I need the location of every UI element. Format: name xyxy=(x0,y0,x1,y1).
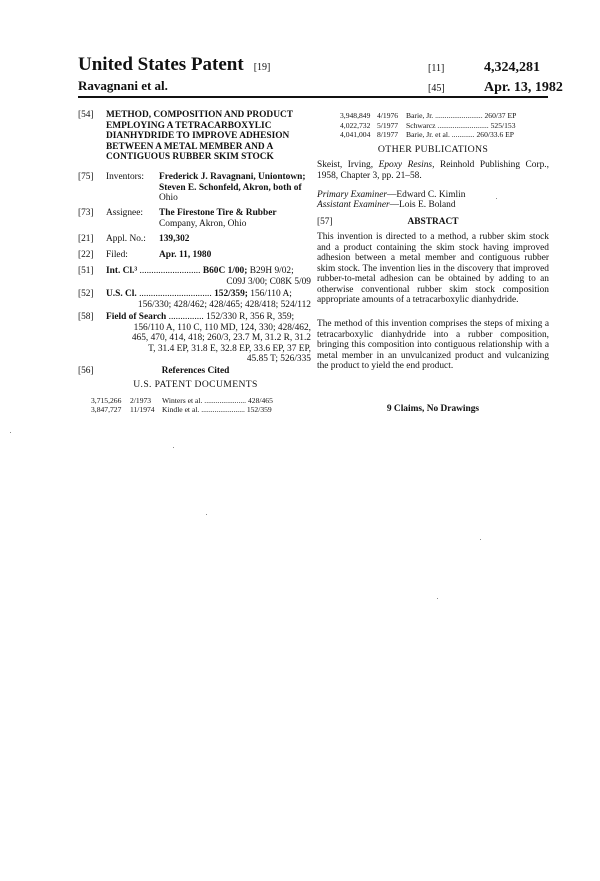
field-line: 45.85 T; 526/335 xyxy=(246,354,311,365)
inventor-line: Steven E. Schonfeld, Akron, both of xyxy=(159,182,302,193)
assistant-examiner-label: Assistant Examiner xyxy=(317,200,390,210)
appl-value: 139,302 xyxy=(159,234,190,244)
office-title-text: United States Patent xyxy=(78,54,244,75)
us-doc-row xyxy=(91,405,272,414)
field-first: ............... 152/330 R, 356 R, 359; xyxy=(168,312,295,322)
references-field xyxy=(78,366,313,378)
us-doc-row xyxy=(340,121,516,130)
title-field xyxy=(78,110,313,170)
refs-code: [56] xyxy=(78,366,94,376)
doc-class: 152/359 xyxy=(246,405,272,414)
doc-class: 525/153 xyxy=(490,121,516,130)
intcl-label: Int. Cl.³ xyxy=(106,266,138,276)
inventor-line: Frederick J. Ravagnani, Uniontown; xyxy=(159,172,306,182)
us-doc-row xyxy=(340,111,516,120)
filed-label: Filed: xyxy=(106,250,128,260)
inventors-label: Inventors: xyxy=(106,172,145,182)
uscl-dots: ............................... xyxy=(136,289,212,299)
filed-code: [22] xyxy=(78,250,94,260)
other-publications-title: OTHER PUBLICATIONS xyxy=(377,144,489,155)
patent-number: 4,324,281 xyxy=(484,60,540,75)
patent-date-label: [45] xyxy=(428,83,445,94)
uscl-primary: 152/359; xyxy=(214,289,248,299)
patent-office-title xyxy=(78,54,270,76)
doc-name: Barie, Jr. xyxy=(406,111,434,120)
doc-number: 4,022,732 xyxy=(340,121,371,130)
doc-dots: ....................... xyxy=(201,405,245,414)
doc-number: 3,948,849 xyxy=(340,111,371,120)
doc-name: Kindle et al. xyxy=(162,405,200,414)
pub-author: Skeist, Irving, xyxy=(317,160,379,170)
doc-dots: ............ xyxy=(451,130,475,139)
intcl-primary: B60C 1/00; xyxy=(202,266,248,276)
doc-class: 260/37 EP xyxy=(484,111,517,120)
assistant-examiner xyxy=(317,200,549,211)
intcl-code: [51] xyxy=(78,266,94,276)
title-code: [54] xyxy=(78,110,94,120)
doc-number: 4,041,004 xyxy=(340,130,371,139)
scan-speck xyxy=(437,598,438,599)
doc-dots: ...................... xyxy=(204,396,247,405)
assignee-field xyxy=(78,208,313,232)
title-line: CONTIGUOUS RUBBER SKIM STOCK xyxy=(106,152,274,163)
abstract-heading xyxy=(317,217,549,229)
field-code: [58] xyxy=(78,312,94,322)
other-publications-text xyxy=(317,160,549,181)
patent-number-label: [11] xyxy=(428,63,445,74)
claims-summary: 9 Claims, No Drawings xyxy=(386,404,480,414)
doc-date: 4/1976 xyxy=(377,111,399,120)
primary-examiner xyxy=(317,190,549,201)
primary-examiner-label: Primary Examiner xyxy=(317,190,388,200)
appl-label: Appl. No.: xyxy=(106,234,146,244)
title-line: BETWEEN A METAL MEMBER AND A xyxy=(106,141,274,152)
field-line: 156/110 A, 110 C, 110 MD, 124, 330; 428/462, xyxy=(133,322,311,333)
doc-name: Barie, Jr. et al. xyxy=(406,130,450,139)
header-inventor: Ravagnani et al. xyxy=(78,78,168,93)
pub-detail: Reinhold Publishing Corp., 1958, Chapter 3, pp. 21–58. xyxy=(317,160,549,181)
doc-number: 3,715,266 xyxy=(91,396,122,405)
invention-title xyxy=(106,110,321,163)
inventors-field xyxy=(78,172,313,208)
intcl-rest: B29H 9/02; xyxy=(247,266,294,276)
field-of-search xyxy=(78,312,313,368)
assignee-value xyxy=(159,208,319,229)
uscl-line xyxy=(106,289,292,300)
assignee-line: The Firestone Tire & Rubber xyxy=(159,208,277,218)
title-line: METHOD, COMPOSITION AND PRODUCT xyxy=(106,110,293,120)
us-docs-title: U.S. PATENT DOCUMENTS xyxy=(133,379,258,390)
inventors-value xyxy=(159,172,319,204)
filed-field xyxy=(78,250,313,262)
inventors-code: [75] xyxy=(78,172,94,182)
doc-date: 2/1973 xyxy=(130,396,152,405)
doc-number: 3,847,727 xyxy=(91,405,122,414)
appl-code: [21] xyxy=(78,234,94,244)
title-line: DIANHYDRIDE TO IMPROVE ADHESION xyxy=(106,131,290,142)
filed-value: Apr. 11, 1980 xyxy=(159,250,212,260)
uscl-label: U.S. Cl. xyxy=(106,289,137,299)
office-code: [19] xyxy=(253,62,271,73)
us-docs-heading xyxy=(78,380,313,392)
abstract-title: ABSTRACT xyxy=(407,217,459,227)
assignee-label: Assignee: xyxy=(106,208,143,218)
intcl-line2: C09J 3/00; C08K 5/09 xyxy=(226,277,311,287)
doc-date: 8/1977 xyxy=(377,130,399,139)
field-line xyxy=(106,312,294,323)
scan-speck xyxy=(173,447,174,448)
abstract-paragraph: The method of this invention comprises the steps of mixing a tetracarboxylic dianhydride into a rubber composition, bringing this composition into contiguous relationship with a metal member in an unvulcanized product and vulcanizing the product to yield the end product. xyxy=(317,319,549,371)
abstract-paragraph: This invention is directed to a method, a rubber skim stock and a product containing the skim stock having improved adhesion between a metal member and contiguous rubber skim stock. The invention lies in the discovery that improved rubber-to-metal adhesion can be obtained by adding to an otherwise conventional rubber skim stock composition appropriate amounts of a tetracarboxylic dianhydride. xyxy=(317,232,549,305)
uscl-line2: 156/330; 428/462; 428/465; 428/418; 524/112 xyxy=(137,300,311,310)
uscl-rest: 156/110 A; xyxy=(247,289,292,299)
scan-speck xyxy=(496,198,497,199)
field-line: 465, 470, 414, 418; 260/3, 23.7 M, 31.2 R, 31.2 xyxy=(131,333,311,344)
primary-examiner-name: —Edward C. Kimlin xyxy=(387,190,466,200)
assistant-examiner-name: —Lois E. Boland xyxy=(389,200,456,210)
pub-title: Epoxy Resins, xyxy=(378,160,435,170)
field-label: Field of Search xyxy=(106,312,167,322)
doc-dots: ......................... xyxy=(435,111,483,120)
intcl-field xyxy=(78,266,313,290)
doc-name: Winters et al. xyxy=(162,396,203,405)
references-title: References Cited xyxy=(161,366,230,376)
intcl-line xyxy=(106,266,294,277)
assignee-code: [73] xyxy=(78,208,94,218)
inventor-line: Ohio xyxy=(159,193,178,204)
doc-date: 5/1977 xyxy=(377,121,399,130)
doc-dots: ........................... xyxy=(437,121,489,130)
header-rule xyxy=(78,96,548,98)
uscl-code: [52] xyxy=(78,289,94,299)
scan-speck xyxy=(206,514,207,515)
doc-date: 11/1974 xyxy=(130,405,155,414)
appl-field xyxy=(78,234,313,246)
doc-class: 428/465 xyxy=(247,396,273,405)
abstract-code: [57] xyxy=(317,217,333,227)
us-doc-row xyxy=(91,396,273,405)
scan-speck xyxy=(10,432,11,433)
doc-name: Schwarcz xyxy=(406,121,436,130)
title-line: EMPLOYING A TETRACARBOXYLIC xyxy=(106,120,272,131)
intcl-dots: .......................... xyxy=(137,266,201,276)
field-line: T, 31.4 EP, 31.8 E, 32.8 EP, 33.6 EP, 37 EP, xyxy=(148,343,311,354)
doc-class: 260/33.6 EP xyxy=(476,130,515,139)
us-doc-row xyxy=(340,130,514,139)
uscl-field xyxy=(78,289,313,313)
assignee-line: Company, Akron, Ohio xyxy=(159,218,247,229)
patent-date: Apr. 13, 1982 xyxy=(484,80,563,95)
scan-speck xyxy=(480,539,481,540)
